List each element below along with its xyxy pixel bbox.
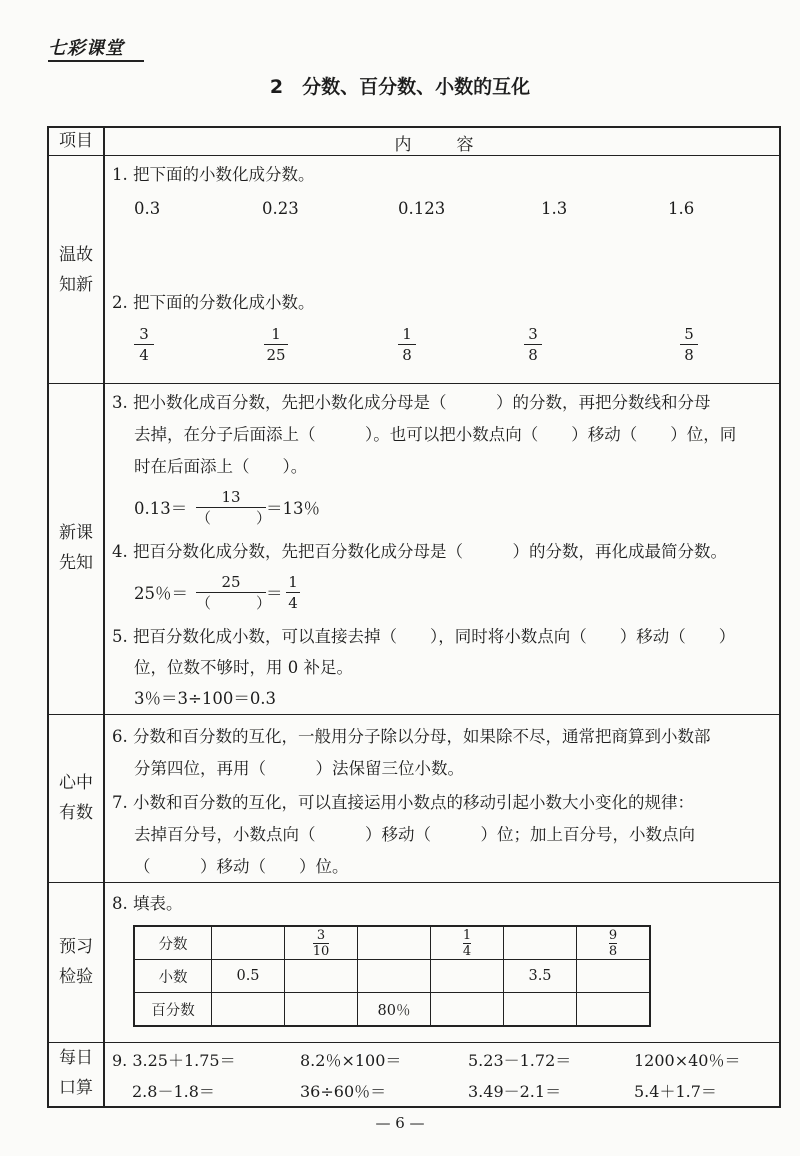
table-cell[interactable] — [431, 960, 504, 993]
row-divider-2 — [47, 714, 779, 715]
calc-item: 2.8－1.8＝ — [132, 1082, 215, 1101]
fraction-value: $\frac{1}{4}$ — [462, 927, 472, 959]
question-1: 1. 把下面的小数化成分数。 — [112, 165, 315, 184]
fraction-item: 1 8 — [398, 325, 416, 364]
question-3-line2: 去掉，在分子后面添上（ ）。也可以把小数点向（ ）移动（ ）位，同 — [134, 425, 737, 444]
table-cell[interactable] — [577, 993, 651, 1027]
table-cell[interactable] — [431, 993, 504, 1027]
equation-1-fraction: 13 （ ） — [196, 488, 272, 527]
fraction-item: 3 8 — [524, 325, 542, 364]
decimal-item: 0.123 — [398, 199, 446, 218]
table-row — [134, 960, 650, 993]
equation-2-result: 1 4 — [286, 573, 300, 612]
equation-2-left: 25％＝ — [134, 584, 188, 603]
equation-3: 3％＝3÷100＝0.3 — [134, 689, 277, 708]
table-cell[interactable]: 80％ — [358, 993, 431, 1027]
fraction-item: 1 25 — [264, 325, 288, 364]
table-row — [134, 993, 650, 1027]
calc-item: 5.4＋1.7＝ — [634, 1082, 717, 1101]
section-label-mind: 心中 有数 — [59, 773, 93, 823]
fill-table — [133, 925, 651, 1027]
row-divider-3 — [47, 882, 779, 883]
content-header: 内 容 — [394, 135, 488, 155]
calc-item: 8.2％×100＝ — [300, 1051, 402, 1070]
section-label-preview: 新课 先知 — [59, 523, 93, 573]
section-label-review: 温故 知新 — [59, 245, 93, 295]
decimal-item: 0.23 — [262, 199, 299, 218]
table-cell[interactable] — [504, 993, 577, 1027]
equation-2-equals: ＝ — [266, 584, 283, 603]
question-3-line1: 3. 把小数化成百分数，先把小数化成分母是（ ）的分数，再把分数线和分母 — [112, 393, 711, 412]
table-cell[interactable] — [504, 926, 577, 960]
page-title: 2 分数、百分数、小数的互化 — [269, 76, 531, 98]
page-number: — 6 — — [375, 1114, 425, 1132]
table-row — [134, 926, 650, 960]
question-7-line2: 去掉百分号，小数点向（ ）移动（ ）位；加上百分号，小数点向 — [134, 825, 695, 844]
question-6-line1: 6. 分数和百分数的互化，一般用分子除以分母，如果除不尽，通常把商算到小数部 — [112, 727, 711, 746]
table-cell[interactable] — [577, 926, 651, 960]
question-8: 8. 填表。 — [112, 894, 183, 913]
row-divider-4 — [47, 1042, 779, 1043]
column-divider — [103, 126, 105, 1106]
calc-item: 9. 3.25＋1.75＝ — [112, 1051, 236, 1070]
equation-1-right: ＝13％ — [266, 499, 320, 518]
calc-item: 36÷60％＝ — [300, 1082, 387, 1101]
equation-1-left: 0.13＝ — [134, 499, 188, 518]
row-head-decimal: 小数 — [134, 960, 212, 993]
table-cell[interactable] — [212, 926, 285, 960]
question-3-line3: 时在后面添上（ ）。 — [134, 457, 308, 476]
table-cell[interactable] — [285, 960, 358, 993]
fraction-value: $\frac{9}{8}$ — [608, 927, 618, 959]
decimal-item: 1.6 — [668, 199, 695, 218]
calc-item: 1200×40％＝ — [634, 1051, 741, 1070]
table-cell[interactable] — [358, 926, 431, 960]
fraction-item: 5 8 — [680, 325, 698, 364]
fraction-item: 3 4 — [134, 325, 154, 364]
table-cell[interactable]: 3.5 — [504, 960, 577, 993]
row-head-percent: 百分数 — [134, 993, 212, 1027]
decimal-item: 0.3 — [134, 199, 161, 218]
table-cell[interactable]: 0.5 — [212, 960, 285, 993]
question-5-line2: 位，位数不够时，用 0 补足。 — [134, 658, 353, 677]
question-2: 2. 把下面的分数化成小数。 — [112, 293, 315, 312]
equation-2-fraction: 25 （ ） — [196, 573, 272, 612]
calc-item: 5.23－1.72＝ — [468, 1051, 572, 1070]
table-cell[interactable] — [285, 993, 358, 1027]
question-5-line1: 5. 把百分数化成小数，可以直接去掉（ ），同时将小数点向（ ）移动（ ） — [112, 627, 736, 646]
question-4: 4. 把百分数化成分数，先把百分数化成分母是（ ）的分数，再化成最简分数。 — [112, 542, 727, 561]
table-cell[interactable] — [212, 993, 285, 1027]
table-cell[interactable] — [577, 960, 651, 993]
table-cell[interactable] — [431, 926, 504, 960]
brand-logo: 七彩课堂 — [48, 38, 124, 59]
calc-item: 3.49－2.1＝ — [468, 1082, 562, 1101]
section-label-mental-math: 每日 口算 — [59, 1048, 93, 1098]
question-7-line3: （ ）移动（ ）位。 — [134, 857, 349, 876]
decimal-item: 1.3 — [541, 199, 568, 218]
question-6-line2: 分第四位，再用（ ）法保留三位小数。 — [134, 759, 464, 778]
fraction-value: $\frac{3}{10}$ — [312, 927, 330, 959]
row-divider-head — [47, 155, 779, 156]
row-divider-1 — [47, 383, 779, 384]
item-header: 项目 — [59, 131, 93, 151]
table-cell[interactable] — [358, 960, 431, 993]
question-7-line1: 7. 小数和百分数的互化，可以直接运用小数点的移动引起小数大小变化的规律： — [112, 793, 694, 812]
table-cell[interactable] — [285, 926, 358, 960]
row-head-fraction: 分数 — [134, 926, 212, 960]
brand-underline — [48, 60, 144, 62]
section-label-check: 预习 检验 — [59, 937, 93, 987]
